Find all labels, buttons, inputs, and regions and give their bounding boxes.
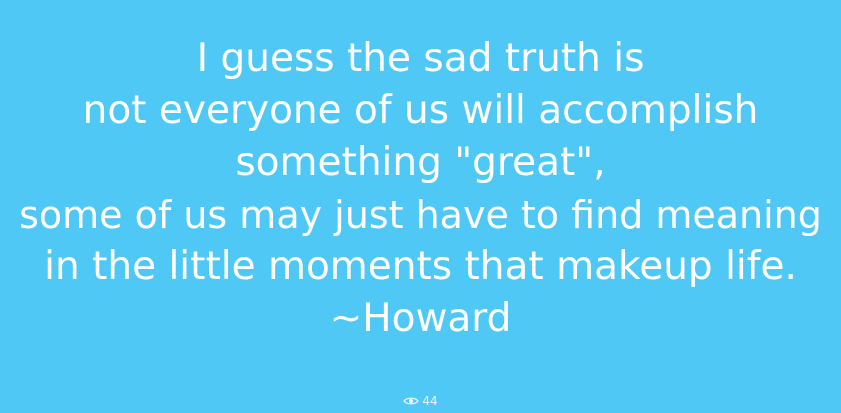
quote-author: ~Howard bbox=[329, 296, 512, 341]
quote-line-1: I guess the sad truth is bbox=[196, 36, 645, 81]
view-count bbox=[0, 393, 841, 410]
quote-line-4: some of us may just have to find meaning bbox=[19, 193, 822, 237]
quote-line-5: in the little moments that makeup life. bbox=[44, 244, 797, 289]
view-count-group bbox=[403, 393, 437, 409]
quote-line-2: not everyone of us will accomplish bbox=[82, 88, 759, 133]
view-count-value: 44 bbox=[422, 394, 438, 408]
quote-text bbox=[0, 33, 841, 345]
quote-line-3: something "great", bbox=[235, 140, 606, 185]
eye-icon bbox=[403, 396, 419, 406]
